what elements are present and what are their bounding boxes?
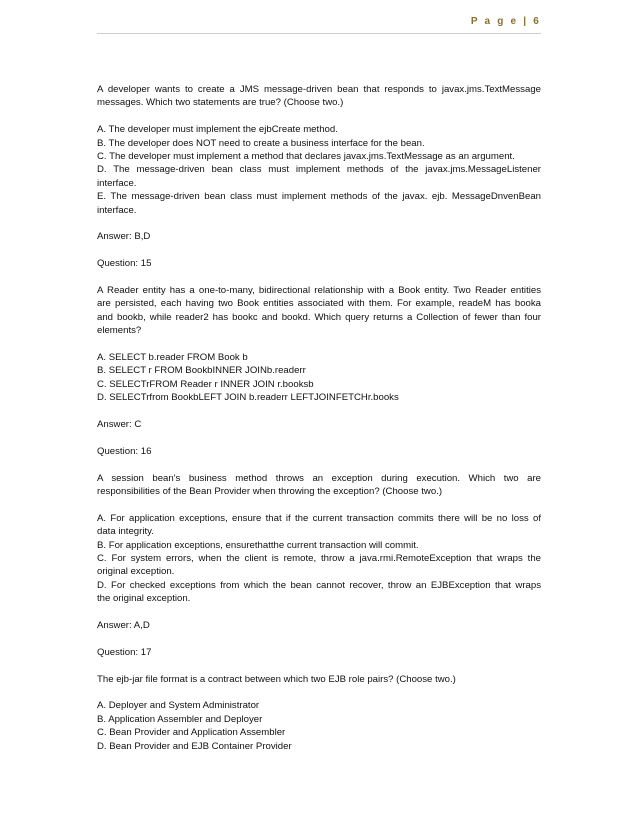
option-c: C. Bean Provider and Application Assembler [97,727,286,739]
question-16-heading [97,445,541,458]
text-line: A Reader entity has a one-to-many, bidirectional relationship with a Book entity. Two Reader entities [97,285,541,297]
question-14-prompt [97,83,541,110]
option-d-cont: the original exception. [97,593,191,605]
option-e-cont: interface. [97,204,137,216]
answer-text: Answer: A,D [97,620,150,632]
text-line: responsibilities of the Bean Provider when throwing the exception? (Choose two.) [97,486,443,498]
text-line: elements? [97,325,142,337]
question-15-prompt [97,284,541,338]
text-line: A developer wants to create a JMS message-driven bean that responds to javax.jms.TextMessage [97,84,541,95]
text-line: and bookb, while reader2 has bookc and bookd. Which query returns a Collection of fewer than four [97,311,541,323]
question-number: Question: 15 [97,258,152,270]
page-number-label: P a g e | 6 [470,16,541,27]
option-c: C. SELECTrFROM Reader r INNER JOIN r.booksb [97,378,314,390]
option-a-cont: data integrity. [97,526,154,538]
document-body [97,83,541,767]
answer-15 [97,418,541,431]
option-d-cont: interface. [97,177,137,189]
question-16-options [97,512,541,606]
option-e: E. The message-driven bean class must implement methods of the javax. ejb. MessageDnvenBean [97,191,541,203]
option-d: D. SELECTrfrom BookbLEFT JOIN b.readerr LEFTJOINFETCHr.books [97,392,399,404]
answer-text: Answer: C [97,419,142,431]
option-b: B. For application exceptions, ensurethatthe current transaction will commit. [97,539,419,551]
question-17-heading [97,646,541,659]
text-line: A session bean's business method throws an exception during execution. Which two are [97,472,541,484]
option-b: B. The developer does NOT need to create a business interface for the bean. [97,137,425,149]
text-line: are persisted, each having two Book entities associated with them. For example, readeM has booka [97,298,541,310]
answer-14 [97,230,541,243]
option-d: D. The message-driven bean class must implement methods of the javax.jms.MessageListener [97,164,541,176]
question-17-options [97,699,541,753]
option-c: C. For system errors, when the client is remote, throw a java.rmi.RemoteException that wraps the [97,553,541,565]
question-15-heading [97,257,541,270]
question-14-options [97,123,541,217]
option-a: A. For application exceptions, ensure that if the current transaction commits there will be no loss of [97,512,541,524]
question-number: Question: 17 [97,646,152,658]
header-divider [97,33,541,34]
question-15-options [97,351,541,405]
text-line: The ejb-jar file format is a contract between which two EJB role pairs? (Choose two.) [97,673,456,685]
option-b: B. SELECT r FROM BookbINNER JOINb.readerr [97,365,306,377]
option-d: D. For checked exceptions from which the bean cannot recover, throw an EJBException that wraps [97,579,541,591]
option-a: A. The developer must implement the ejbCreate method. [97,124,338,136]
answer-16 [97,619,541,632]
option-a: A. Deployer and System Administrator [97,700,260,712]
option-d: D. Bean Provider and EJB Container Provider [97,740,292,752]
question-number: Question: 16 [97,445,152,457]
option-a: A. SELECT b.reader FROM Book b [97,352,248,364]
answer-text: Answer: B,D [97,231,151,243]
question-17-prompt [97,673,541,686]
option-c-cont: original exception. [97,566,175,578]
question-16-prompt [97,472,541,499]
text-line: messages. Which two statements are true? (Choose two.) [97,97,344,109]
option-b: B. Application Assembler and Deployer [97,713,263,725]
option-c: C. The developer must implement a method that declares javax.jms.TextMessage as an argument. [97,151,515,163]
